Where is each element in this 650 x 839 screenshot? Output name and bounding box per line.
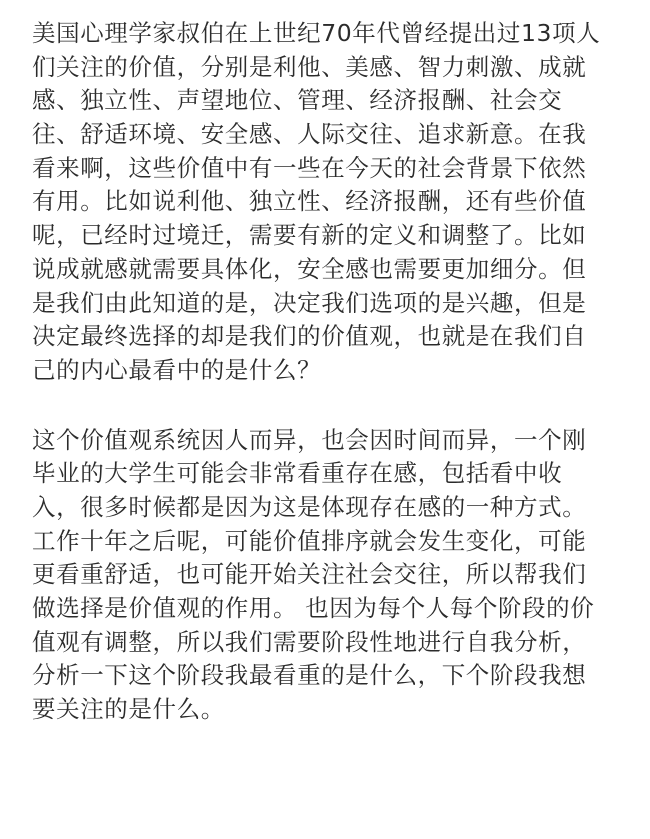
text-line: 有用。比如说利他、独立性、经济报酬，还有些价值 [32, 187, 587, 216]
text-line: 值观有调整，所以我们需要阶段性地进行自我分析， [32, 627, 587, 656]
paragraph-spacer [32, 388, 624, 424]
text-line: 更看重舒适，也可能开始关注社会交往，所以帮我们 [32, 560, 587, 589]
text-line: 分析一下这个阶段我最看重的是什么，下个阶段我想 [32, 661, 587, 690]
text-line: 是我们由此知道的是，决定我们选项的是兴趣，但是 [32, 288, 587, 317]
text-line: 工作十年之后呢，可能价值排序就会发生变化，可能 [32, 526, 587, 555]
text-line: 说成就感就需要具体化，安全感也需要更加细分。但 [32, 254, 587, 283]
article-body [32, 17, 624, 727]
text-line: 呢，已经时过境迁，需要有新的定义和调整了。比如 [32, 221, 587, 250]
text-line: 己的内心最看中的是什么？ [32, 355, 322, 384]
text-line: 们关注的价值，分别是利他、美感、智力刺激、成就 [32, 52, 587, 81]
text-line: 毕业的大学生可能会非常看重存在感，包括看中收 [32, 459, 563, 488]
text-line: 做选择是价值观的作用。 也因为每个人每个阶段的价 [32, 594, 595, 622]
paragraph-2 [32, 424, 624, 727]
text-line: 往、舒适环境、安全感、人际交往、追求新意。在我 [32, 120, 587, 149]
text-line: 感、独立性、声望地位、管理、经济报酬、社会交 [32, 86, 563, 115]
text-line: 美国心理学家叔伯在上世纪70年代曾经提出过13项人 [32, 19, 601, 47]
text-line: 要关注的是什么。 [32, 695, 225, 724]
text-line: 看来啊，这些价值中有一些在今天的社会背景下依然 [32, 153, 587, 182]
paragraph-1 [32, 17, 624, 388]
text-line: 这个价值观系统因人而异，也会因时间而异，一个刚 [32, 425, 587, 454]
text-line: 入，很多时候都是因为这是体现存在感的一种方式。 [32, 492, 587, 521]
text-line: 决定最终选择的却是我们的价值观，也就是在我们自 [32, 322, 587, 351]
